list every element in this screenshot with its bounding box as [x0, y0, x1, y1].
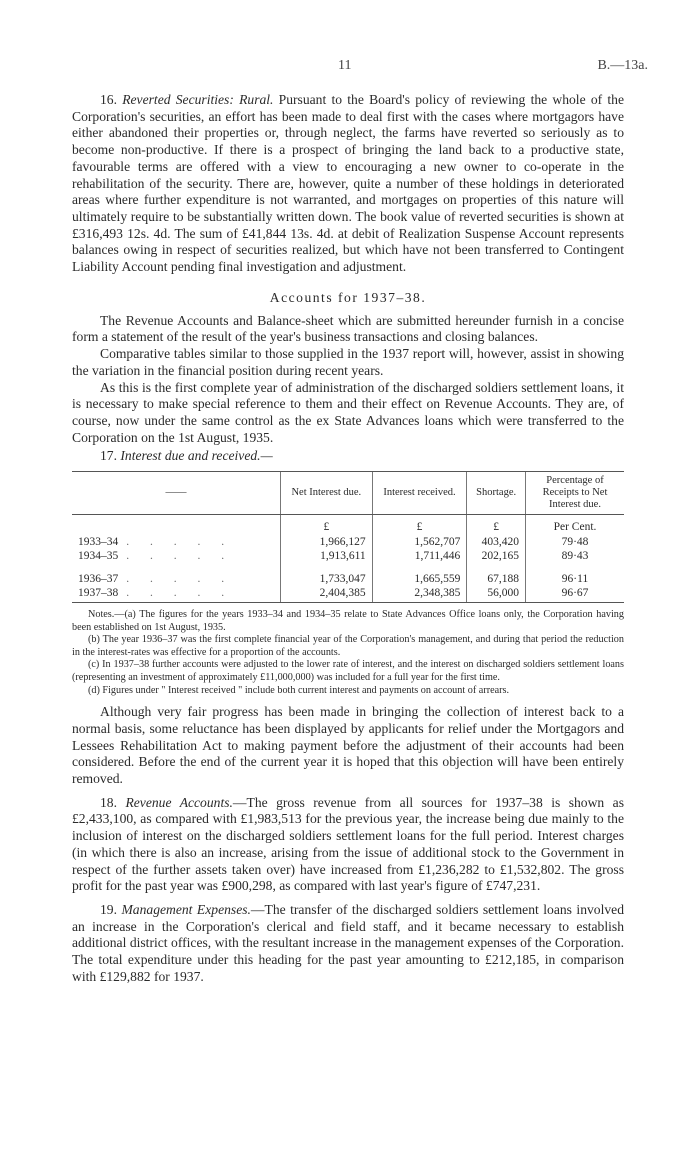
unit-cell: £: [372, 515, 467, 536]
table-row: [72, 535, 624, 549]
unit-cell: £: [281, 515, 373, 536]
percentage-cell: 89·43: [526, 549, 625, 563]
received-cell: 2,348,385: [372, 586, 467, 603]
paragraph-text: —The gross revenue from all sources for 1937–38 is shown as £2,433,100, as compared with £1,983,513 for the previous year, the increase being due mainly to the inclusion of interest on the discharged soldiers settlement loans for the full period. Interest charges (in which there is also an increase, arising from the issue of additional stock to the Government in respect of the further assets taken over) have increased from £1,236,282 to £1,532,802. The gross profit for the past year was £900,298, as compared with last year's figure of £747,231.: [72, 794, 624, 894]
year-cell: 1933–34 . . . . .: [78, 536, 234, 549]
paragraph-heading: Interest due and received.—: [120, 448, 273, 464]
paragraph-interest-progress: Although very fair progress has been made in bringing the collection of interest back to a normal basis, some reluctance has been displayed by applicants for relief under the Mortgagors and Lessees Rehabilitation Act to making payment before the adjustment of their accounts had been considered. Before the end of the current year it is hoped that this objection will have been entirely removed.: [72, 704, 624, 787]
paragraph-number: 19.: [100, 901, 117, 917]
percentage-cell: 79·48: [526, 535, 625, 549]
note-a: Notes.—(a) The figures for the years 1933–34 and 1934–35 relate to State Advances Office loans only, the Corporation having been established on 1st August, 1935.: [72, 609, 624, 633]
year-cell: 1936–37 . . . . .: [78, 573, 234, 586]
paragraph-heading: Reverted Securities: Rural.: [122, 92, 274, 107]
received-cell: 1,711,446: [372, 549, 467, 563]
percentage-cell: 96·67: [526, 586, 625, 603]
table-row: [72, 586, 624, 603]
paragraph-16: [72, 92, 624, 276]
accounts-paragraph: Comparative tables similar to those supplied in the 1937 report will, however, assist in showing the variation in the financial position during recent years.: [72, 346, 624, 378]
page-number: 11: [338, 58, 352, 73]
net-interest-cell: 2,404,385: [281, 586, 373, 603]
header-interest-received: Interest received.: [372, 472, 467, 515]
table-row: [72, 572, 624, 586]
paragraph-text: Pursuant to the Board's policy of reviewing the whole of the Corporation's securities, an effort has been made to deal first with the cases where mortgagors have either abandoned their properties or, through neglect, the farms have reverted so seriously as to become non-productive. If there is a prospect of bringing the land back to a productive state, favourable terms are offered with a view to encouraging a new owner to co-operate in the rehabilitation of the security. There are, however, quite a number of these holdings in deteriorated areas where further expenditure is not warranted, and mortgages on properties of this nature will ultimately require to be substantially written down. The book value of reverted securities is shown at £316,493 12s. 4d. The sum of £41,844 13s. 4d. at debit of Realization Suspense Account represents balances owing in respect of securities realized, but which have not been transferred to Contingent Liability Account pending final investigation and adjustment.: [72, 92, 624, 275]
unit-cell: [72, 515, 281, 536]
shortage-cell: 202,165: [467, 549, 526, 563]
header-percentage: Percentage of Receipts to Net Interest due.: [526, 472, 625, 515]
note-b: (b) The year 1936–37 was the first complete financial year of the Corporation's management, and during that period the reduction in the interest-rates was effective for a proportion of the accounts.: [72, 634, 624, 658]
paragraph-heading: Revenue Accounts.: [125, 794, 233, 810]
net-interest-cell: 1,966,127: [281, 535, 373, 549]
header-net-interest: Net Interest due.: [281, 472, 373, 515]
paragraph-number: 16.: [100, 92, 117, 107]
interest-table: [72, 471, 624, 603]
page-body: [72, 92, 624, 985]
shortage-cell: 403,420: [467, 535, 526, 549]
net-interest-cell: 1,733,047: [281, 572, 373, 586]
table-header-row: [72, 472, 624, 515]
net-interest-cell: 1,913,611: [281, 549, 373, 563]
units-row: [72, 515, 624, 536]
table-spacer: [72, 563, 624, 572]
accounts-paragraph: The Revenue Accounts and Balance-sheet which are submitted hereunder furnish in a concise form a statement of the result of the year's business transactions and closing balances.: [72, 312, 624, 345]
paragraph-text: —The transfer of the discharged soldiers settlement loans involved an increase in the Corporation's clerical and field staff, and it became necessary to establish additional district offices, with the resultant increase in the management expenses of the Corporation. The total expenditure under this heading for the past year amounting to £212,185, in comparison with £129,882 for 1937.: [72, 901, 624, 984]
paragraph-heading: Management Expenses.: [121, 901, 251, 917]
unit-cell: Per Cent.: [526, 515, 625, 536]
percentage-cell: 96·11: [526, 572, 625, 586]
accounts-paragraph: As this is the first complete year of administration of the discharged soldiers settlement loans, it is necessary to make special reference to them and their effect on Revenue Accounts. They are, of course, now under the same control as the ex State Advances loans which were transferred to the Corporation on the 1st August, 1935.: [72, 379, 624, 445]
paragraph-19: [72, 902, 624, 986]
note-d: (d) Figures under " Interest received " include both current interest and payments on account of arrears.: [88, 684, 510, 696]
year-cell: 1937–38 . . . . .: [72, 586, 281, 603]
shortage-cell: 56,000: [467, 586, 526, 603]
shortage-cell: 67,188: [467, 572, 526, 586]
year-cell: 1934–35 . . . . .: [78, 550, 234, 563]
table-row: [72, 549, 624, 563]
paragraph-17: [72, 448, 624, 465]
unit-cell: £: [467, 515, 526, 536]
received-cell: 1,562,707: [372, 535, 467, 549]
document-reference: B.—13a.: [597, 58, 648, 73]
paragraph-18: [72, 795, 624, 895]
received-cell: 1,665,559: [372, 572, 467, 586]
page-header: [0, 58, 700, 78]
section-title: Accounts for 1937–38.: [269, 289, 427, 305]
header-blank: ——: [72, 472, 281, 515]
note-c: (c) In 1937–38 further accounts were adjusted to the lower rate of interest, and the interest on discharged soldiers settlement loans (representing an investment of approximately £11,000,000) was included for a full year for the first time.: [72, 659, 624, 684]
header-shortage: Shortage.: [467, 472, 526, 515]
paragraph-number: 17.: [100, 448, 117, 464]
paragraph-number: 18.: [100, 794, 117, 810]
table-notes: [72, 609, 624, 697]
